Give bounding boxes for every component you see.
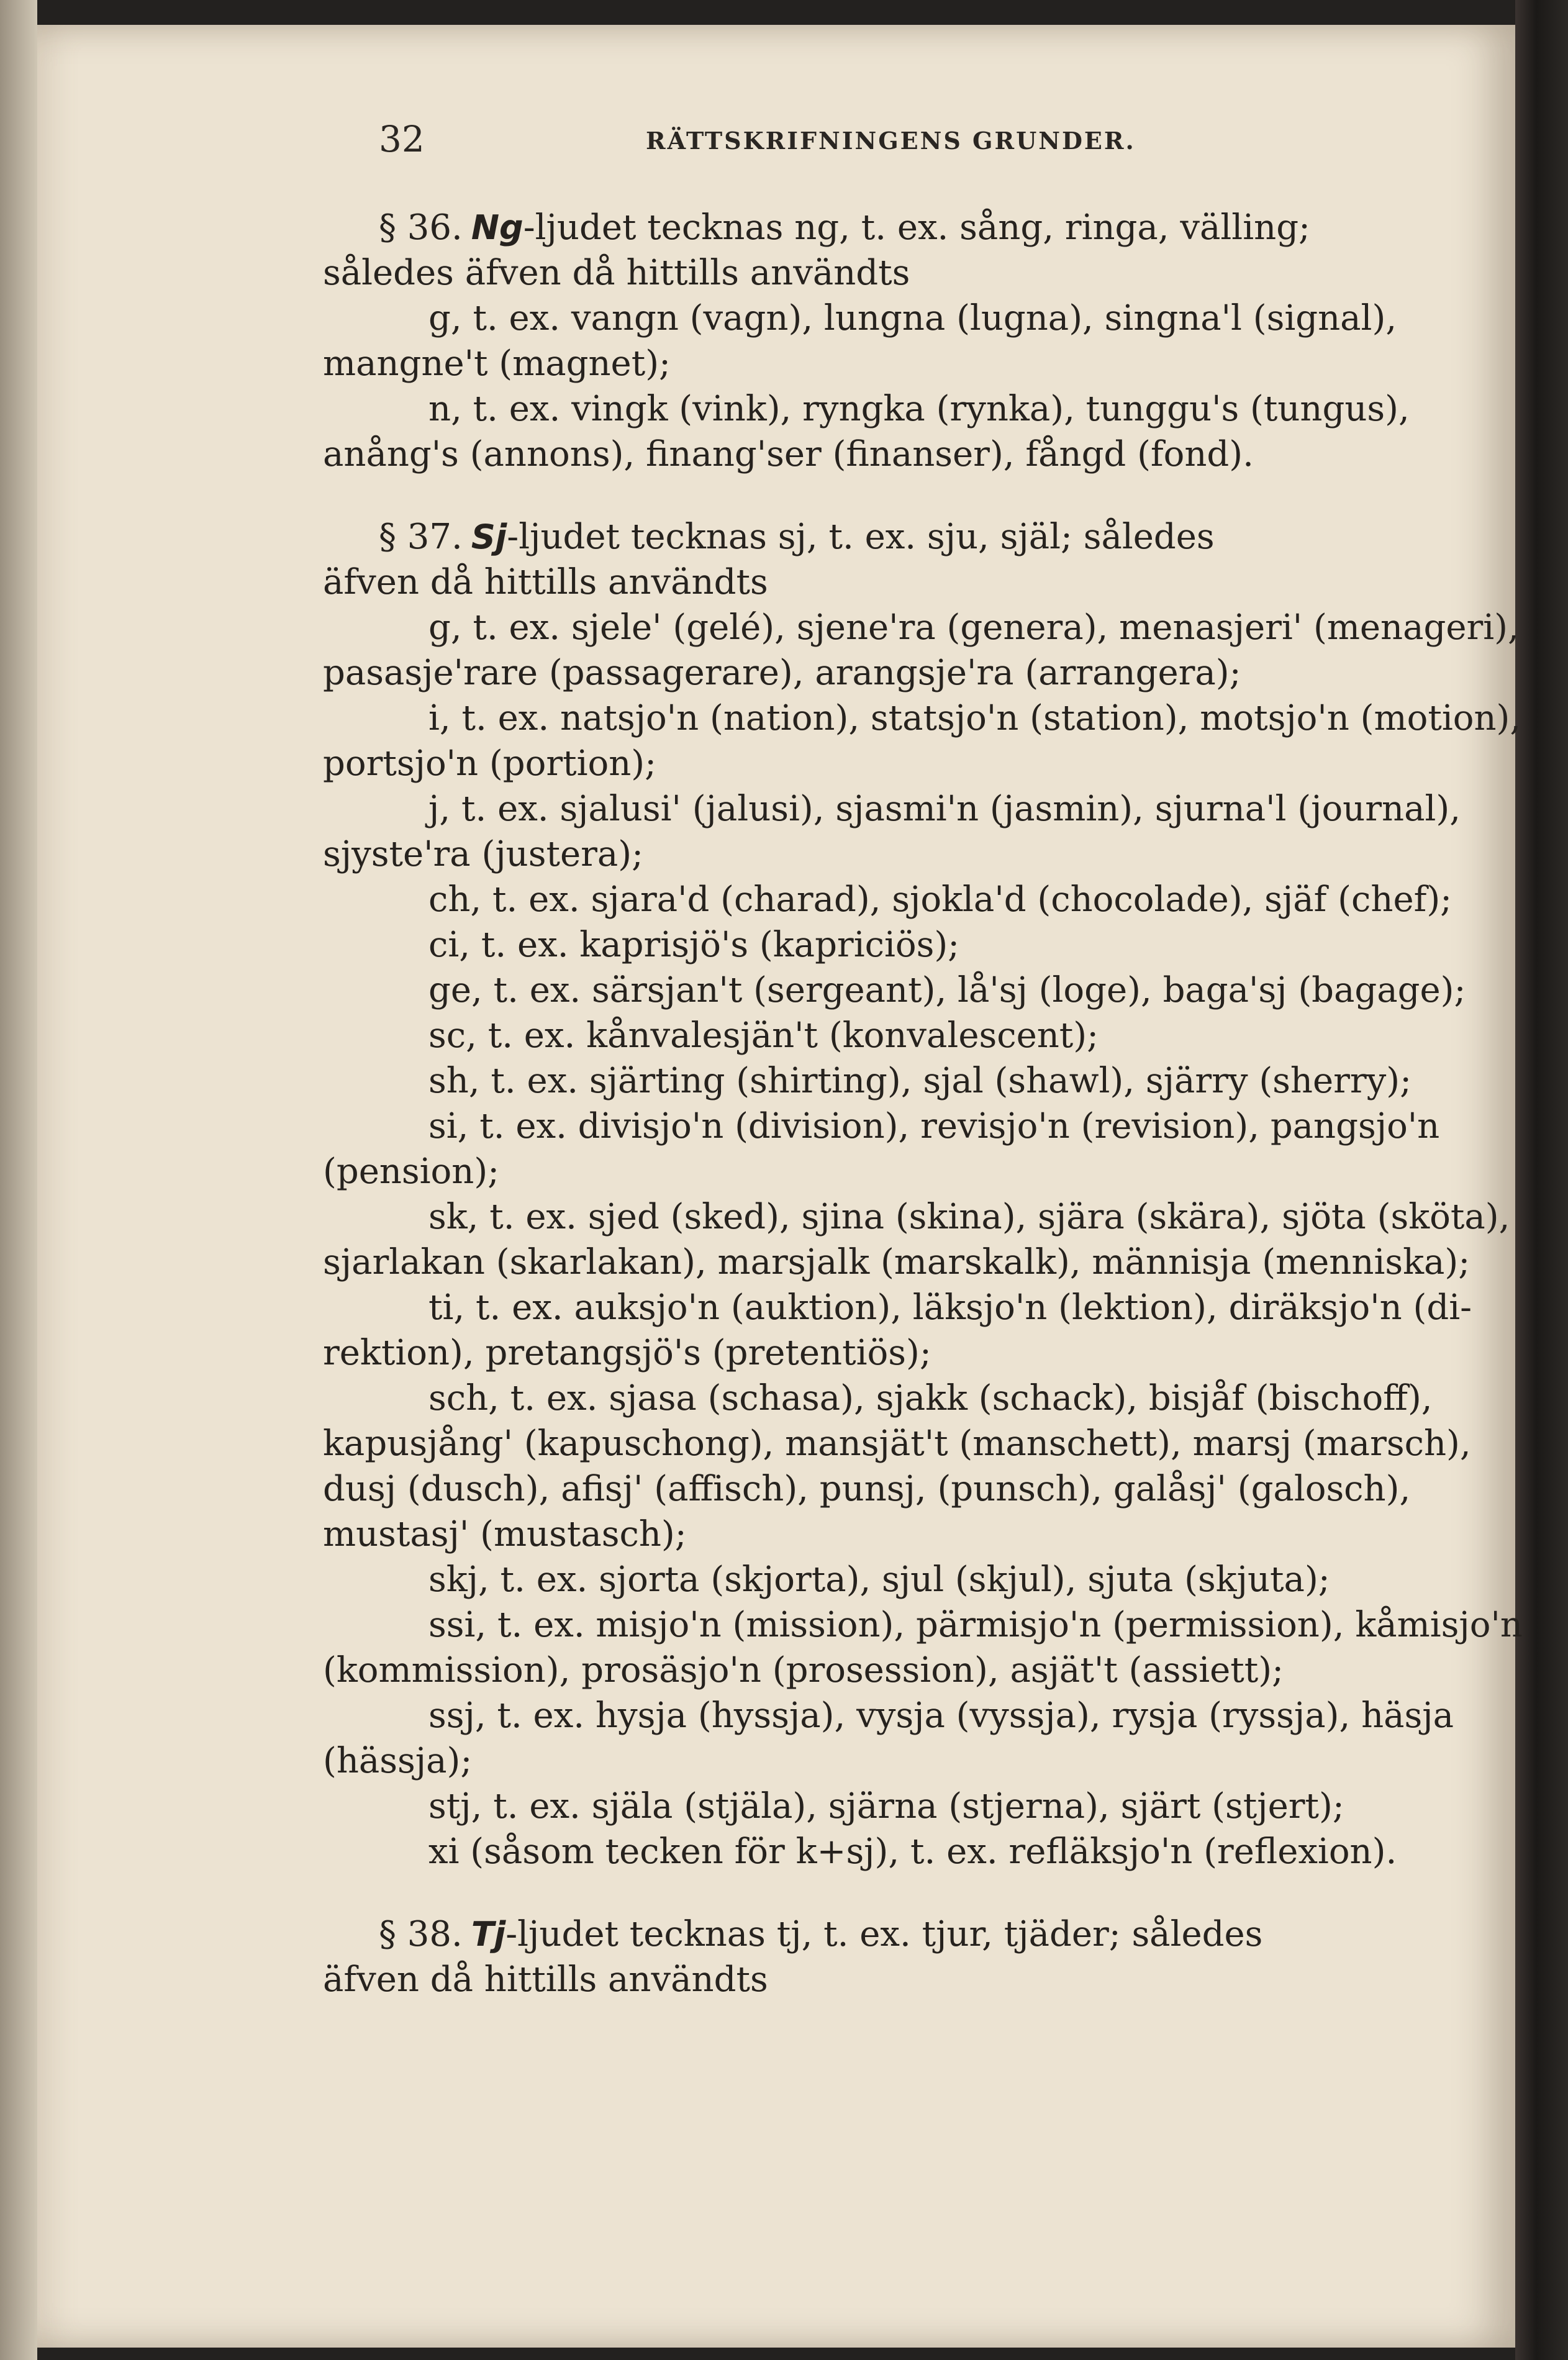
running-title: RÄTTSKRIFNINGENS GRUNDER.: [646, 127, 1136, 155]
text-line: (pension);: [323, 1151, 500, 1192]
section-number: § 38.: [379, 1914, 463, 1954]
text-line: ch, t. ex. sjara'd (charad), sjokla'd (chocolade), sjäf (chef);: [428, 879, 1452, 920]
section-gap: [323, 477, 1428, 514]
text-line: anång's (annons), finang'ser (finanser), fångd (fond).: [323, 434, 1254, 474]
text-line: pasasje'rare (passagerare), arangsje'ra (arrangera);: [323, 653, 1241, 693]
text-line: sjyste'ra (justera);: [323, 834, 644, 874]
section-number: § 37.: [379, 517, 463, 557]
text-line: g, t. ex. sjele' (gelé), sjene'ra (genera), menasjeri' (menageri),: [428, 607, 1519, 648]
text-line: xi (såsom tecken för k+sj), t. ex. refläksjo'n (reflexion).: [428, 1831, 1397, 1872]
text-line: sk, t. ex. sjed (sked), sjina (skina), sjära (skära), sjöta (sköta),: [428, 1197, 1510, 1237]
text-line: mustasj' (mustasch);: [323, 1514, 687, 1554]
section-37-line-1: § 37. Sj-ljudet tecknas sj, t. ex. sju, själ; således: [379, 517, 1215, 557]
text-line: stj, t. ex. själa (stjäla), sjärna (stjerna), sjärt (stjert);: [428, 1786, 1344, 1827]
section-keyword: Ng: [471, 208, 523, 247]
text-line: sch, t. ex. sjasa (schasa), sjakk (schack), bisjåf (bischoff),: [428, 1378, 1433, 1418]
text-line: skj, t. ex. sjorta (skjorta), sjul (skjul), sjuta (skjuta);: [428, 1559, 1330, 1600]
text-line: (kommission), prosäsjo'n (prosession), asjät't (assiett);: [323, 1650, 1284, 1691]
text-line: ci, t. ex. kaprisjö's (kapriciös);: [428, 925, 960, 965]
text-line: j, t. ex. sjalusi' (jalusi), sjasmi'n (jasmin), sjurna'l (journal),: [428, 789, 1461, 829]
page-header: [379, 118, 1422, 174]
text-line: rektion), pretangsjö's (pretentiös);: [323, 1333, 931, 1373]
text-line: äfven då hittills användts: [323, 562, 768, 602]
text-line: g, t. ex. vangn (vagn), lungna (lugna), singna'l (signal),: [428, 298, 1397, 338]
text-line: si, t. ex. divisjo'n (division), revisjo'n (revision), pangsjo'n: [428, 1106, 1440, 1146]
section-gap: [323, 1874, 1428, 1912]
text-line: ti, t. ex. auksjo'n (auktion), läksjo'n (lektion), diräksjo'n (di-: [428, 1287, 1472, 1328]
text-line: sh, t. ex. sjärting (shirting), sjal (shawl), sjärry (sherry);: [428, 1061, 1412, 1101]
page-edge-left: [0, 0, 37, 2360]
section-36-line-1: § 36. Ng-ljudet tecknas ng, t. ex. sång, ringa, välling;: [379, 207, 1310, 248]
text-line: sjarlakan (skarlakan), marsjalk (marskalk), männisja (menniska);: [323, 1242, 1471, 1282]
text-line: dusj (dusch), afisj' (affisch), punsj, (punsch), galåsj' (galosch),: [323, 1469, 1411, 1509]
text-line: således äfven då hittills användts: [323, 253, 910, 293]
book-spine: [1515, 0, 1568, 2360]
text-line: kapusjång' (kapuschong), mansjät't (manschett), marsj (marsch),: [323, 1423, 1471, 1464]
text-line: sc, t. ex. kånvalesjän't (konvalescent);: [428, 1015, 1099, 1056]
section-keyword: Sj: [471, 517, 507, 556]
text-line: äfven då hittills användts: [323, 1959, 768, 2000]
text-line: n, t. ex. vingk (vink), ryngka (rynka), tunggu's (tungus),: [428, 389, 1410, 429]
text-line: ssj, t. ex. hysja (hyssja), vysja (vyssja), rysja (ryssja), häsja: [428, 1695, 1454, 1736]
text-line: (hässja);: [323, 1741, 473, 1781]
section-number: § 36.: [379, 207, 463, 248]
text-line: ssi, t. ex. misjo'n (mission), pärmisjo'n (permission), kåmisjo'n: [428, 1605, 1523, 1645]
text-line: i, t. ex. natsjo'n (nation), statsjo'n (station), motsjo'n (motion),: [428, 698, 1521, 738]
text-line: ge, t. ex. särsjan't (sergeant), lå'sj (loge), baga'sj (bagage);: [428, 970, 1466, 1010]
text-line: portsjo'n (portion);: [323, 743, 657, 784]
text-line: mangne't (magnet);: [323, 343, 671, 384]
page-number: 32: [379, 118, 425, 160]
section-38-line-1: § 38. Tj-ljudet tecknas tj, t. ex. tjur, tjäder; således: [379, 1914, 1263, 1954]
section-keyword: Tj: [471, 1915, 506, 1954]
body-text: [323, 205, 1523, 2002]
